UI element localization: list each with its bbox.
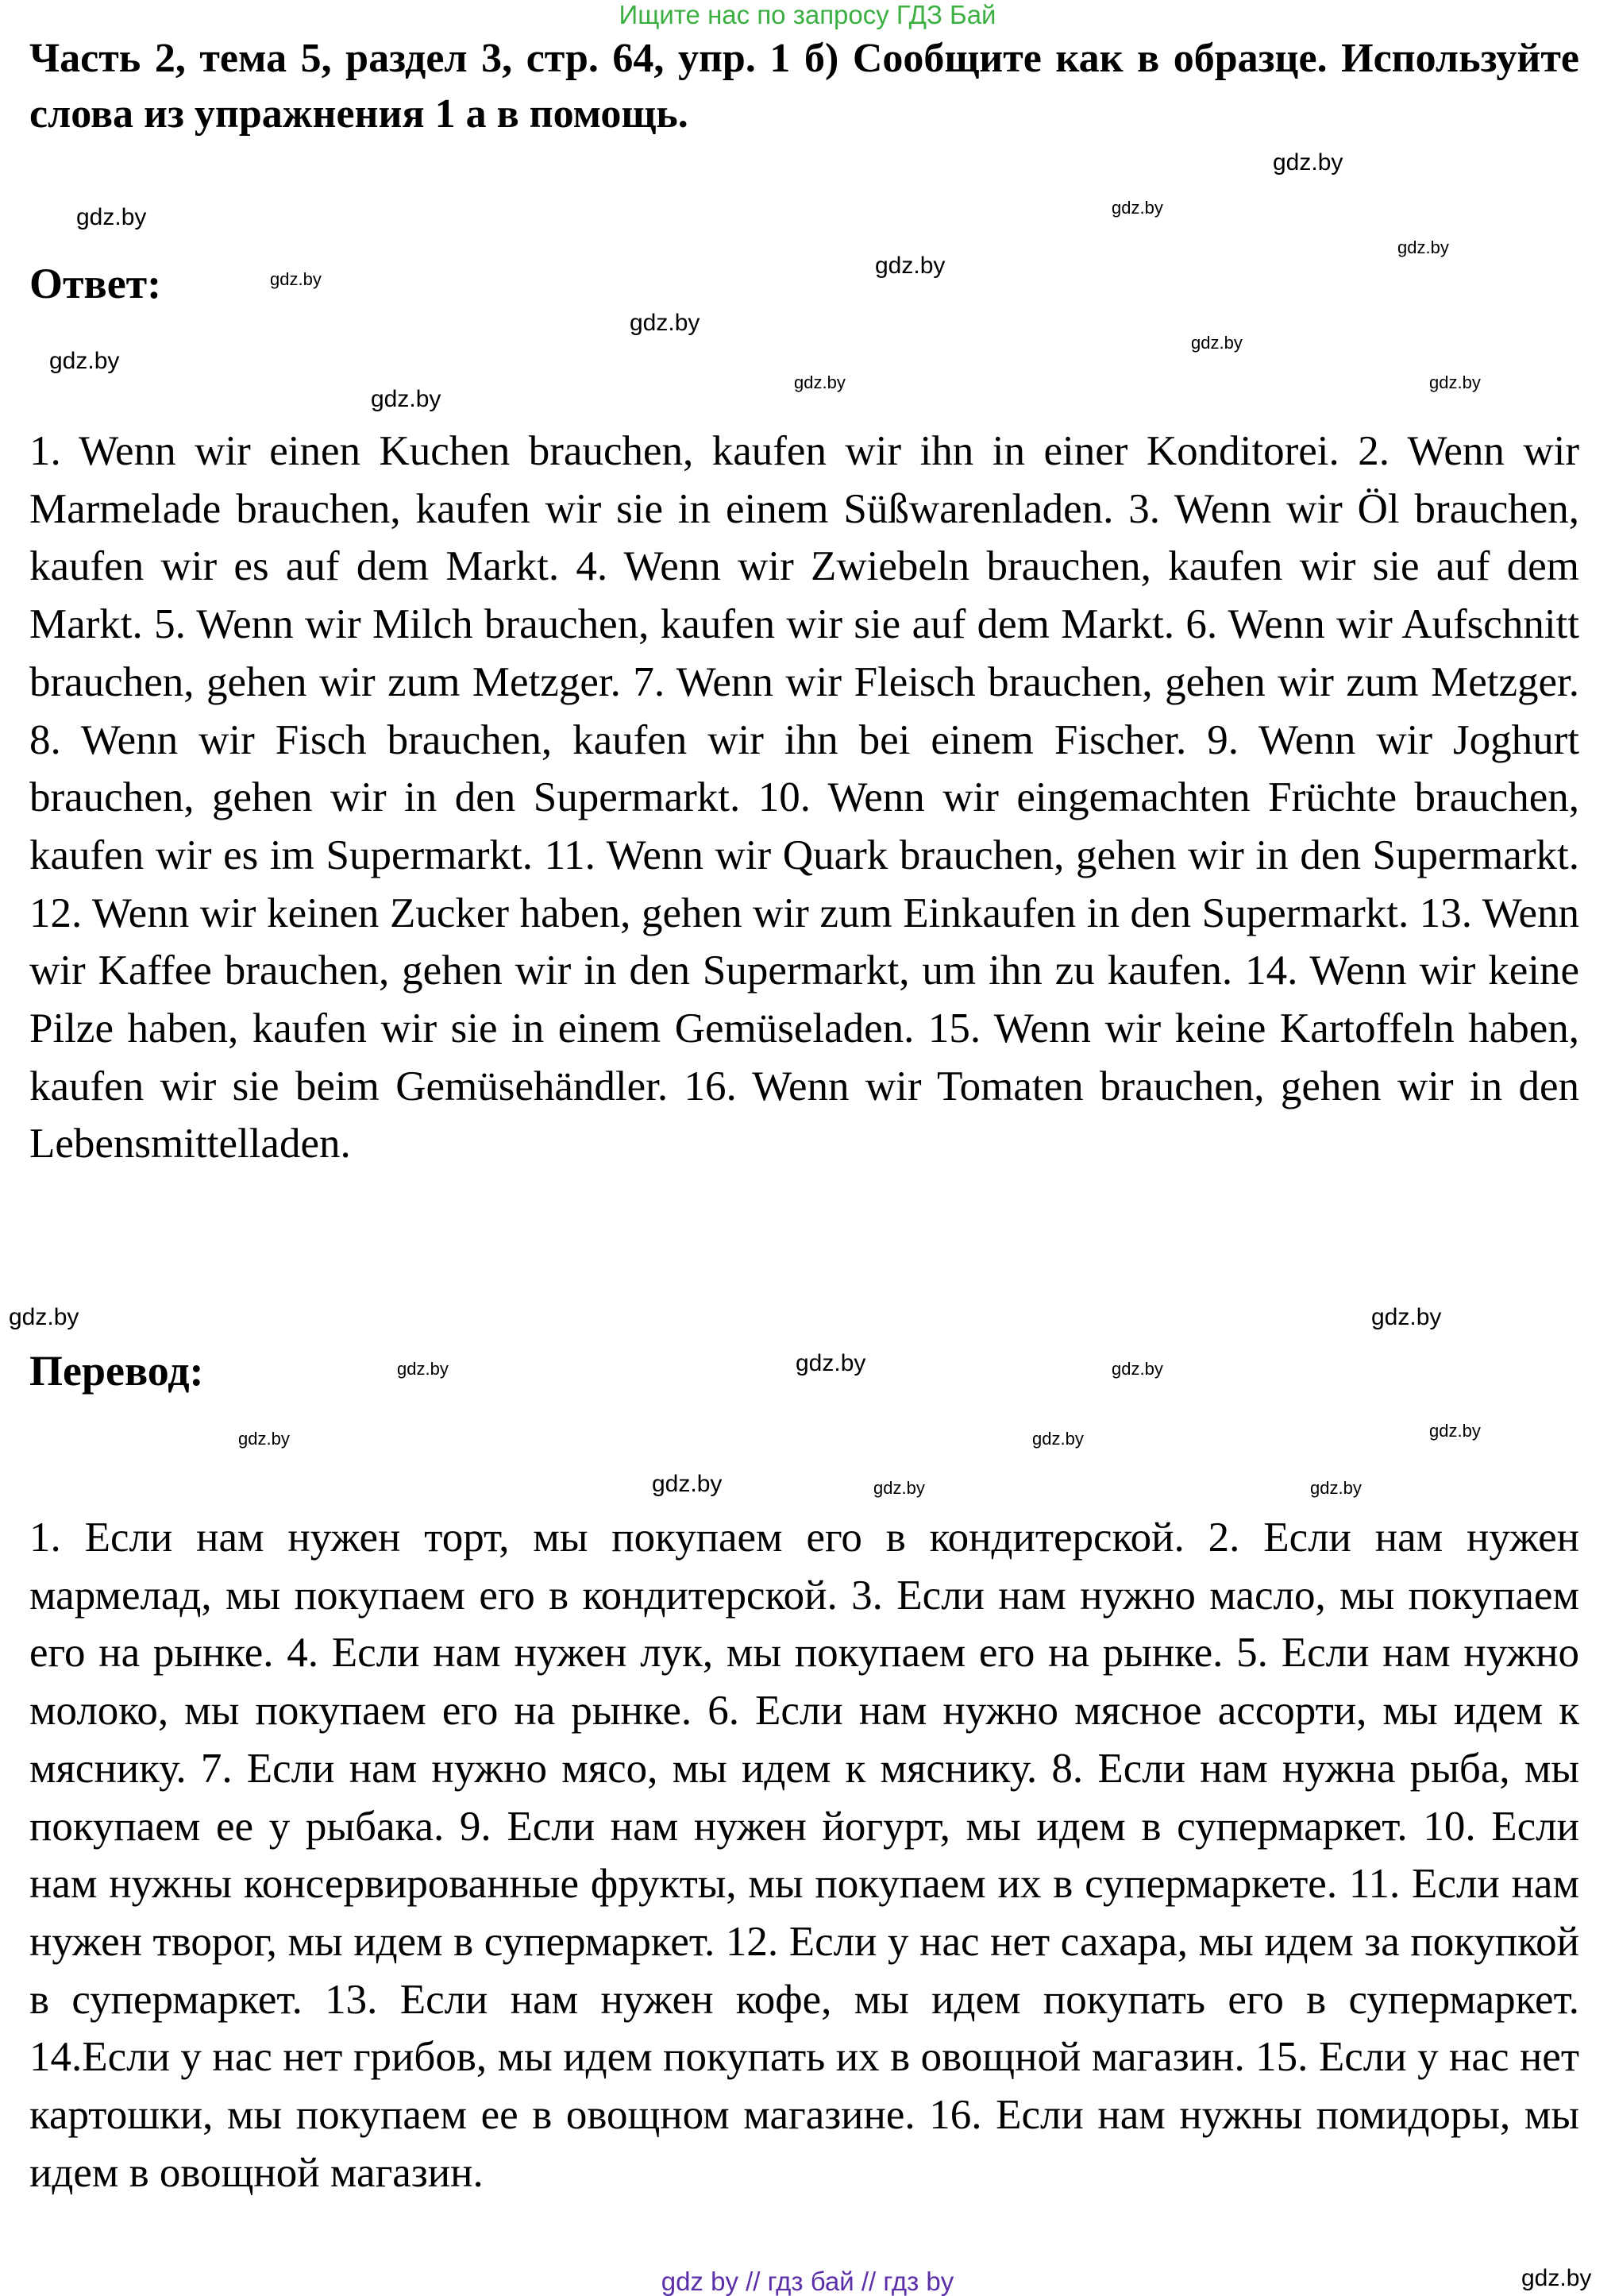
watermark: gdz.by (652, 1471, 723, 1497)
watermark: gdz.by (630, 310, 700, 336)
watermark: gdz.by (875, 253, 946, 279)
watermark: gdz.by (1397, 237, 1449, 257)
search-banner: Ищите нас по запросу ГДЗ Бай (619, 0, 996, 29)
watermark: gdz.by (397, 1359, 449, 1379)
watermark: gdz.by (1521, 2265, 1592, 2291)
watermark: gdz.by (1371, 1304, 1442, 1330)
answer-label: Ответ: (29, 260, 162, 307)
translation-label: Перевод: (29, 1347, 204, 1395)
watermark: gdz.by (238, 1429, 290, 1449)
watermark: gdz.by (794, 372, 846, 392)
watermark: gdz.by (1191, 333, 1243, 353)
watermark: gdz.by (1112, 198, 1163, 218)
watermark: gdz.by (76, 204, 147, 230)
watermark: gdz.by (371, 386, 441, 412)
watermark: gdz.by (49, 348, 120, 374)
watermark: gdz.by (1429, 1421, 1481, 1441)
watermark: gdz.by (1112, 1359, 1163, 1379)
watermark: gdz.by (1429, 372, 1481, 392)
footer-links[interactable]: gdz by // гдз бай // гдз by (661, 2267, 954, 2296)
watermark: gdz.by (796, 1350, 866, 1376)
watermark: gdz.by (1310, 1478, 1362, 1498)
watermark: gdz.by (873, 1478, 925, 1498)
watermark: gdz.by (9, 1304, 79, 1330)
watermark: gdz.by (1032, 1429, 1084, 1449)
answer-text: 1. Wenn wir einen Kuchen brauchen, kaufen wir ihn in einer Konditorei. 2. Wenn wir Marmelade brauchen, kaufen wir sie in einem Süßwarenladen. 3. Wenn wir Öl brauchen, kaufen wir es auf dem Markt. 4. Wenn wir Zwiebeln brauchen, kaufen wir sie auf dem Markt. 5. Wenn wir Milch brauchen, kaufen wir sie auf dem Markt. 6. Wenn wir Aufschnitt brauchen, gehen wir zum Metzger. 7. Wenn wir Fleisch brauchen, gehen wir zum Metzger. 8. Wenn wir Fisch brauchen, kaufen wir ihn bei einem Fischer. 9. Wenn wir Joghurt brauchen, gehen wir in den Supermarkt. 10. Wenn wir eingemachten Früchte brauchen, kaufen wir es im Supermarkt. 11. Wenn wir Quark brauchen, gehen wir in den Supermarkt. 12. Wenn wir keinen Zucker haben, gehen wir zum Einkaufen in den Supermarkt. 13. Wenn wir Kaffee brauchen, gehen wir in den Supermarkt, um ihn zu kaufen. 14. Wenn wir keine Pilze haben, kaufen wir sie in einem Gemüseladen. 15. Wenn wir keine Kartoffeln haben, kaufen wir sie beim Gemüsehändler. 16. Wenn wir Tomaten brauchen, gehen wir in den Lebensmittelladen. (29, 428, 1579, 1167)
watermark: gdz.by (270, 269, 322, 289)
exercise-heading: Часть 2, тема 5, раздел 3, стр. 64, упр. 1 б) Сообщите как в образце. Используйте слова из упражнения 1 а в помощь. (29, 36, 1579, 137)
watermark: gdz.by (1273, 149, 1343, 176)
translation-text: 1. Если нам нужен торт, мы покупаем его в кондитерской. 2. Если нам нужен мармелад, мы покупаем его в кондитерской. 3. Если нам нужно масло, мы покупаем его на рынке. 4. Если нам нужен лук, мы покупаем его на рынке. 5. Если нам нужно молоко, мы покупаем его на рынке. 6. Если нам нужно мясное ассорти, мы идем к мяснику. 7. Если нам нужно мясо, мы идем к мяснику. 8. Если нам нужна рыба, мы покупаем ее у рыбака. 9. Если нам нужен йогурт, мы идем в супермаркет. 10. Если нам нужны консервированные фрукты, мы покупаем их в супермаркете. 11. Если нам нужен творог, мы идем в супермаркет. 12. Если у нас нет сахара, мы идем за покупкой в супермаркет. 13. Если нам нужен кофе, мы идем покупать его в супермаркет. 14.Если у нас нет грибов, мы идем покупать их в овощной магазин. 15. Если у нас нет картошки, мы покупаем ее в овощном магазине. 16. Если нам нужны помидоры, мы идем в овощной магазин. (29, 1515, 1579, 2196)
